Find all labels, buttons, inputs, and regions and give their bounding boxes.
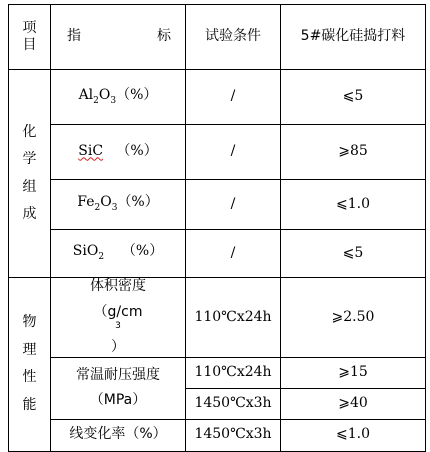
chem-row-sic <box>9 125 426 180</box>
item-linear-change: 线变化率（%） <box>51 419 186 451</box>
condition-sio2: / <box>186 230 281 278</box>
phys-row-density <box>9 278 426 358</box>
value-strength-1: ⩾15 <box>281 357 426 388</box>
condition-density: 110℃x24h <box>186 278 281 358</box>
header-group-bottom: 目 <box>22 37 37 53</box>
header-group-top: 项 <box>22 19 37 36</box>
value-linear-change: ⩽1.0 <box>281 419 426 451</box>
header-item-right: 标 <box>157 28 171 45</box>
chem-row-al2o3 <box>9 70 426 125</box>
value-al2o3: ⩽5 <box>281 70 426 125</box>
value-sio2: ⩽5 <box>281 230 426 278</box>
chemical-group-label: 化 学 组 成 <box>9 70 51 278</box>
condition-linear-change: 1450℃x3h <box>186 419 281 451</box>
value-strength-2: ⩾40 <box>281 388 426 419</box>
spec-table <box>8 4 426 452</box>
phys-row-strength-1 <box>9 357 426 388</box>
value-density: ⩾2.50 <box>281 278 426 358</box>
value-sic: ⩾85 <box>281 125 426 180</box>
chem-row-sio2 <box>9 230 426 278</box>
header-condition: 试验条件 <box>186 5 281 70</box>
condition-sic: / <box>186 125 281 180</box>
phys-row-linear-change <box>9 419 426 451</box>
header-group-cell <box>9 5 51 70</box>
item-sio2: SiO$_2$ （%） <box>51 230 186 278</box>
condition-strength-1: 110℃x24h <box>186 357 281 388</box>
header-item-cell <box>51 5 186 70</box>
item-density: 体积密度 （g/cm $^3$ ） <box>51 278 186 358</box>
condition-fe2o3: / <box>186 180 281 230</box>
item-fe2o3: $Fe_2O_3(\%)$ <box>51 180 186 230</box>
chem-row-fe2o3 <box>9 180 426 230</box>
header-product: 5#碳化硅捣打料 <box>281 5 426 70</box>
item-strength: 常温耐压强度 （MPa） <box>51 357 186 419</box>
item-sic: SiC （%） <box>51 125 186 180</box>
condition-strength-2: 1450℃x3h <box>186 388 281 419</box>
condition-al2o3: / <box>186 70 281 125</box>
physical-group-label: 物 理 性 能 <box>9 278 51 452</box>
value-fe2o3: ⩽1.0 <box>281 180 426 230</box>
header-item-left: 指 <box>67 28 81 45</box>
item-al2o3: $Al_2O_3(\%)$ <box>51 70 186 125</box>
header-row <box>9 5 426 70</box>
